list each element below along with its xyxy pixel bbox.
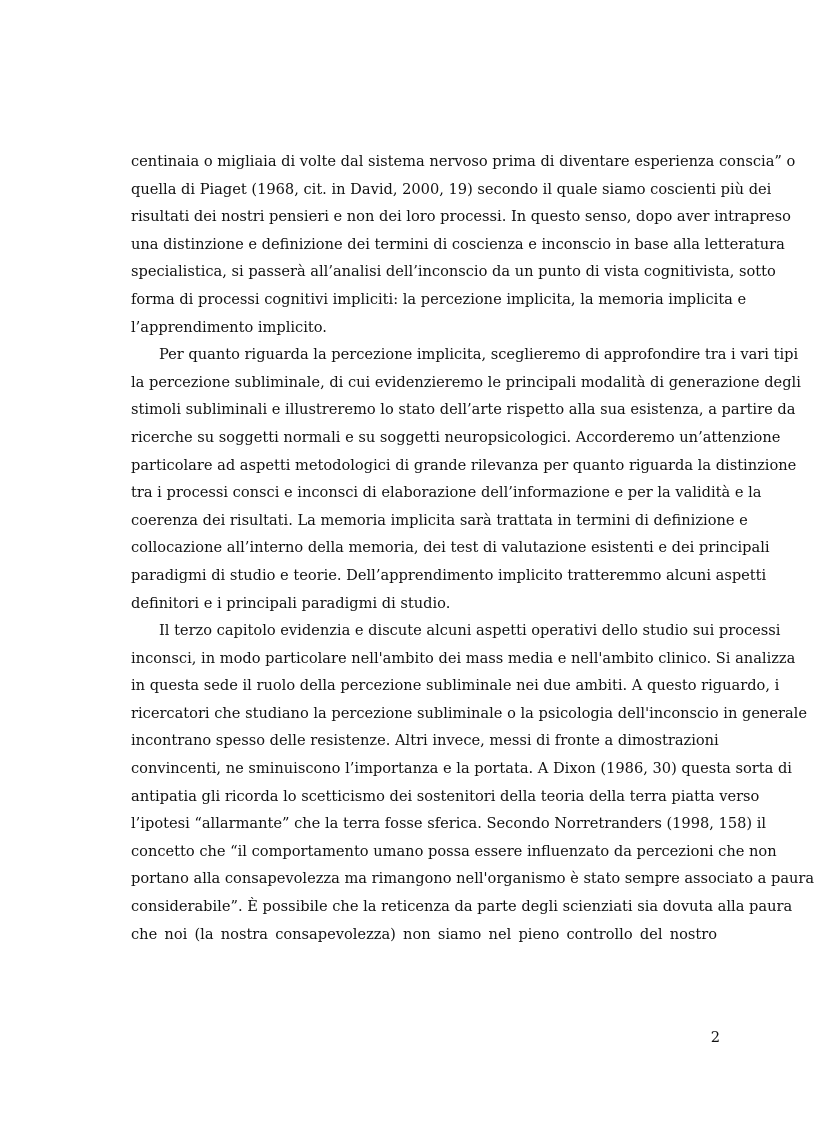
body-text [131,148,814,948]
text-line: definitori e i principali paradigmi di studio. [131,594,451,612]
text-line: quella di Piaget (1968, cit. in David, 2000, 19) secondo il quale siamo coscienti più dei [131,180,772,198]
text-line: tra i processi consci e inconsci di elaborazione dell’informazione e per la validità e la [131,484,762,502]
text-line: centinaia o migliaia di volte dal sistema nervoso prima di diventare esperienza conscia” o [131,153,796,170]
text-line: convincenti, ne sminuiscono l’importanza e la portata. A Dixon (1986, 30) questa sorta di [131,760,792,778]
text-line: che noi (la nostra consapevolezza) non siamo nel pieno controllo del nostro [131,925,717,943]
text-line: concetto che “il comportamento umano possa essere influenzato da percezioni che non [131,842,777,860]
text-line: antipatia gli ricorda lo scetticismo dei sostenitori della teoria della terra piatta verso [131,787,760,805]
text-line: specialistica, si passerà all’analisi dell’inconscio da un punto di vista cognitivista, sotto [131,263,776,281]
text-line: portano alla consapevolezza ma rimangono nell'organismo è stato sempre associato a paura [131,870,814,888]
text-line: l’ipotesi “allarmante” che la terra fosse sferica. Secondo Norretranders (1998, 158) il [131,815,767,833]
text-line: una distinzione e definizione dei termini di coscienza e inconscio in base alla letteratura [131,235,785,253]
text-line: Il terzo capitolo evidenzia e discute alcuni aspetti operativi dello studio sui processi [159,622,781,640]
text-line: Per quanto riguarda la percezione implicita, sceglieremo di approfondire tra i vari tipi [159,346,799,364]
text-line: incontrano spesso delle resistenze. Altri invece, messi di fronte a dimostrazioni [131,732,719,750]
text-line: inconsci, in modo particolare nell'ambito dei mass media e nell'ambito clinico. Si analizza [131,649,796,667]
text-line: in questa sede il ruolo della percezione subliminale nei due ambiti. A questo riguardo, i [131,677,780,695]
text-line: paradigmi di studio e teorie. Dell’apprendimento implicito tratteremmo alcuni aspetti [131,566,767,584]
text-line: coerenza dei risultati. La memoria implicita sarà trattata in termini di definizione e [131,511,748,529]
text-line: particolare ad aspetti metodologici di grande rilevanza per quanto riguarda la distinzione [131,456,797,474]
text-line: ricercatori che studiano la percezione subliminale o la psicologia dell'inconscio in generale [131,704,807,722]
text-line: la percezione subliminale, di cui evidenzieremo le principali modalità di generazione degli [131,373,801,391]
page-number: 2 [710,1029,720,1046]
text-line: ricerche su soggetti normali e su soggetti neuropsicologici. Accorderemo un’attenzione [131,428,781,446]
text-line: forma di processi cognitivi impliciti: la percezione implicita, la memoria implicita e [131,290,747,308]
text-line: collocazione all’interno della memoria, dei test di valutazione esistenti e dei principali [131,539,770,557]
text-line: stimoli subliminali e illustreremo lo stato dell’arte rispetto alla sua esistenza, a partire da [131,401,796,419]
text-line: risultati dei nostri pensieri e non dei loro processi. In questo senso, dopo aver intrapreso [131,208,791,226]
text-line: l’apprendimento implicito. [131,318,327,336]
text-line: considerabile”. È possibile che la reticenza da parte degli scienziati sia dovuta alla paura [131,898,793,916]
